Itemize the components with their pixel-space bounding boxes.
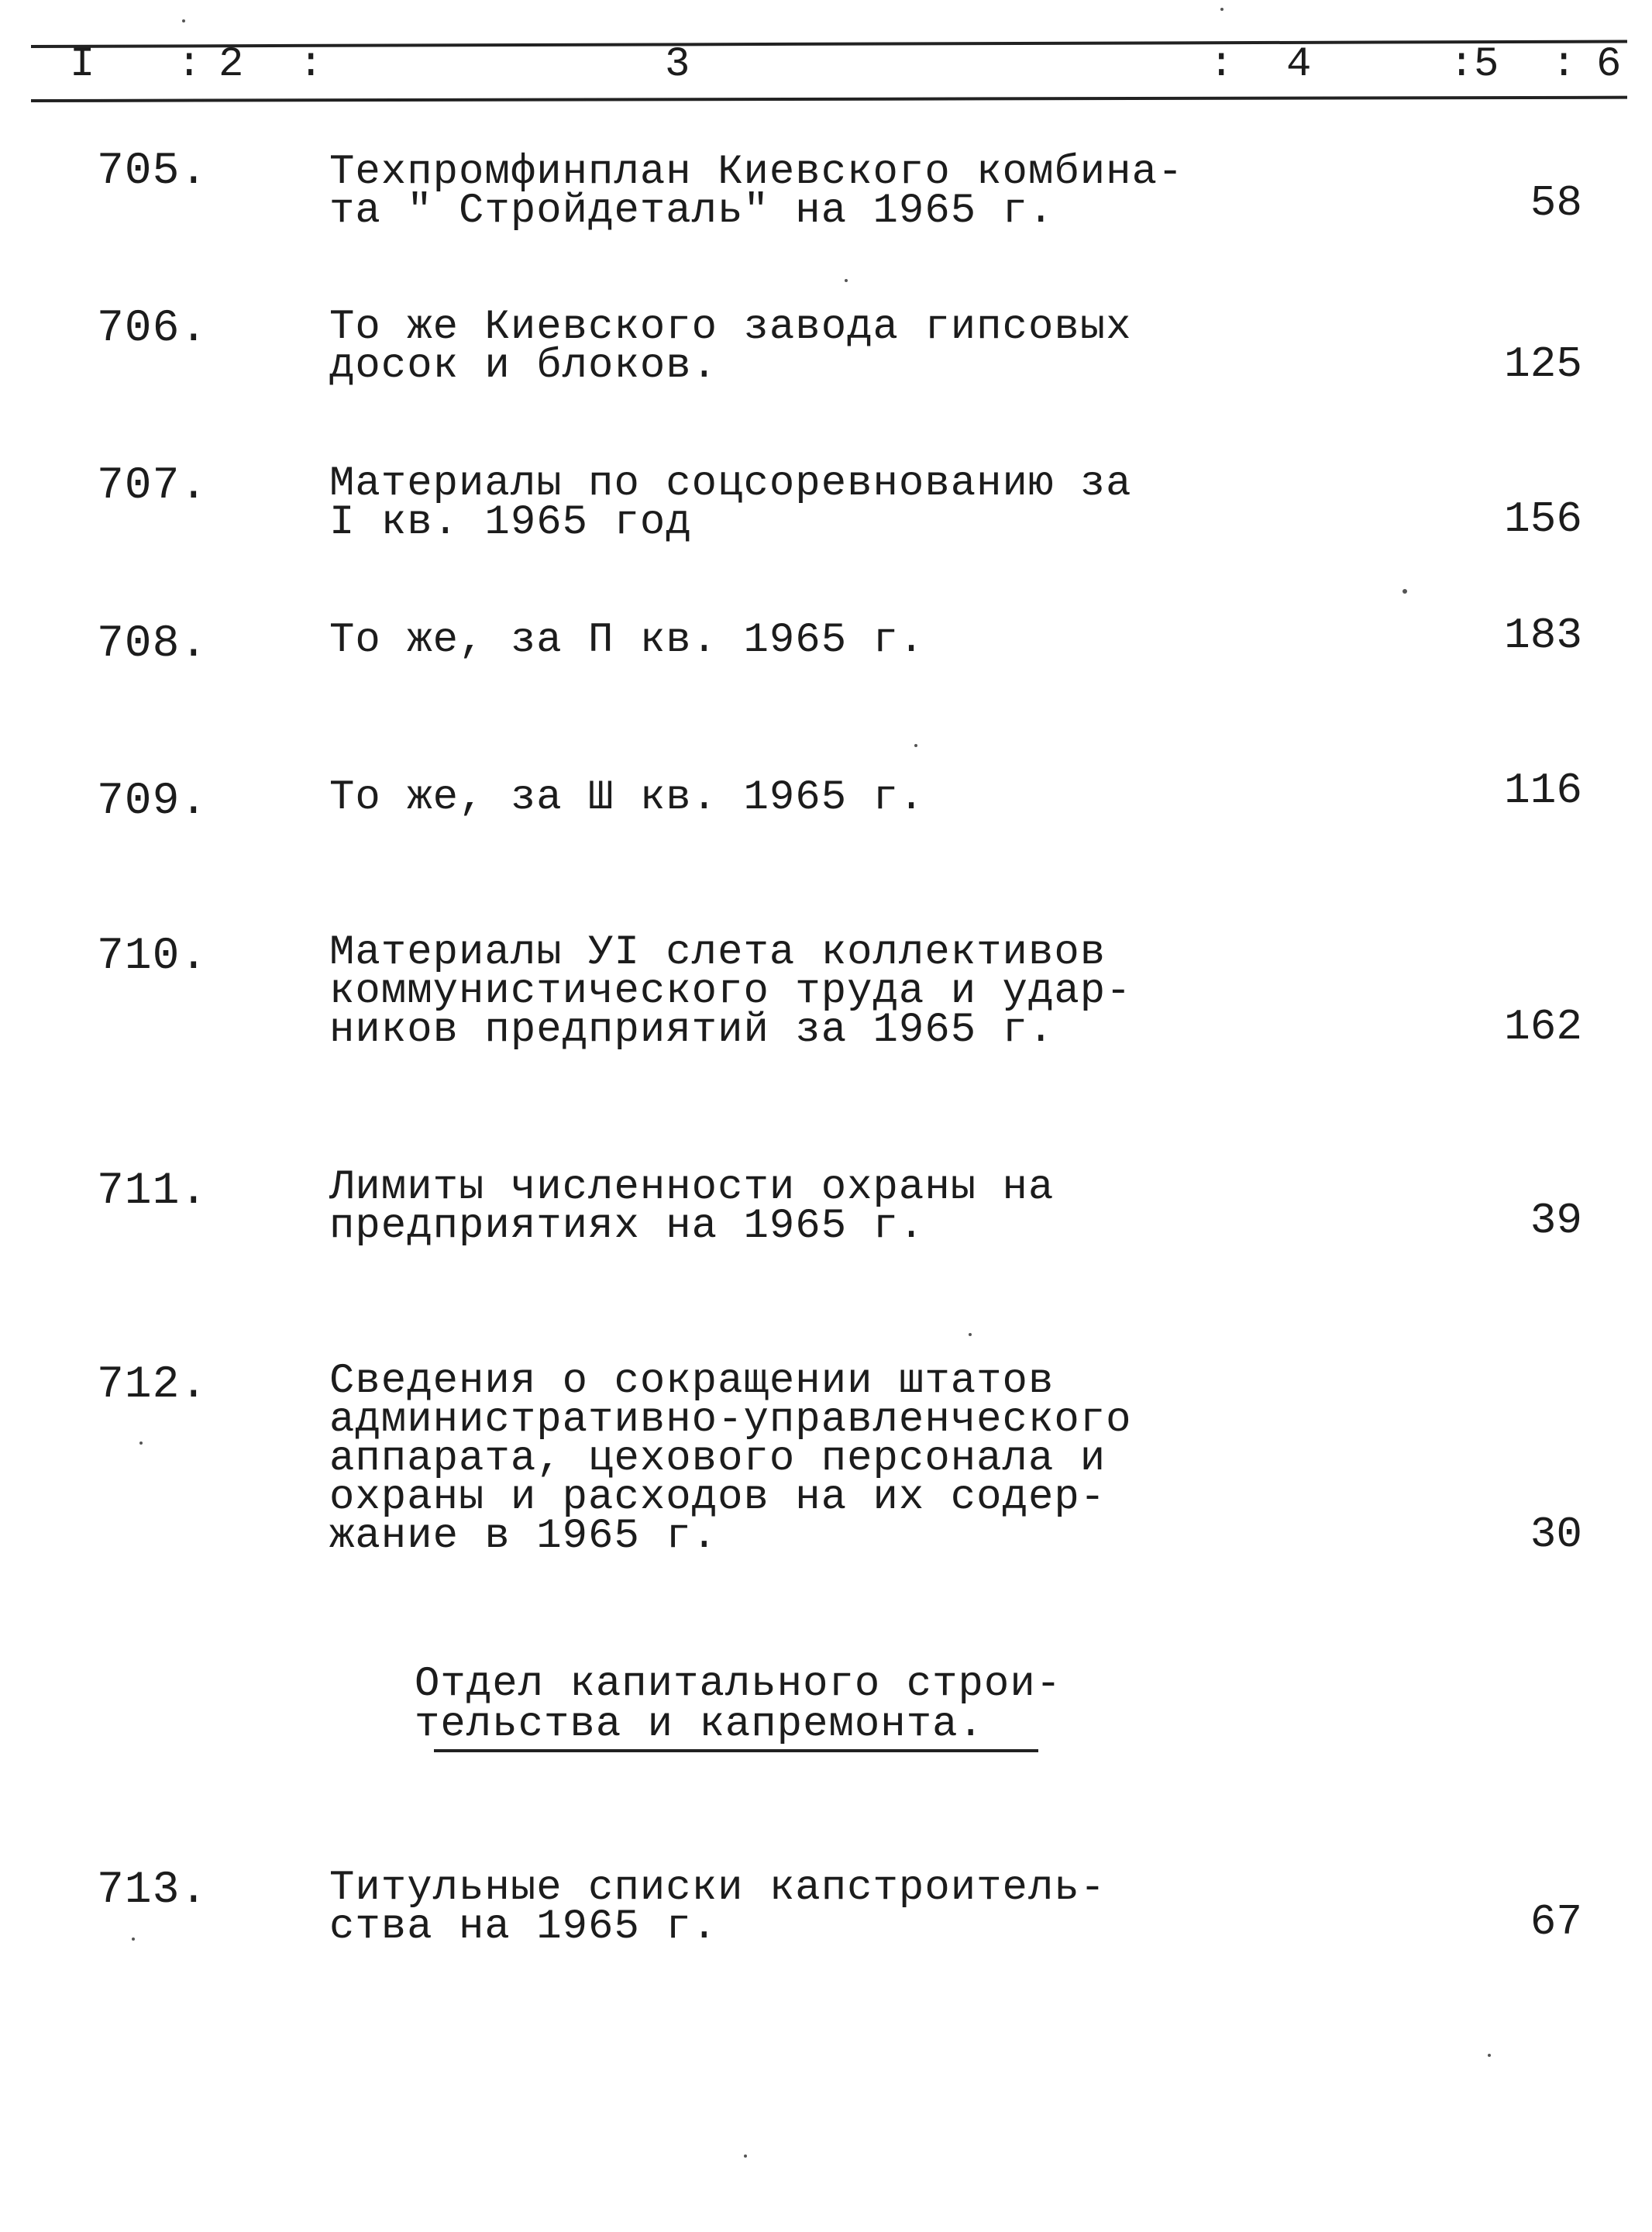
header-col-1: I	[70, 41, 95, 88]
scan-speck	[182, 19, 185, 22]
header-col-5: 5	[1474, 41, 1499, 88]
entry-description: Материалы УI слета коллективов коммунистического труда и удар- ников предприятий за 1965 г.	[329, 929, 1132, 1054]
entry-sheet-count: 58	[1530, 178, 1582, 228]
scan-speck	[1402, 589, 1407, 594]
header-separator: :	[1449, 41, 1475, 88]
header-top-rule	[31, 40, 1627, 48]
entry-sheet-count: 67	[1530, 1897, 1582, 1947]
header-col-6: 6	[1596, 41, 1622, 88]
entry-description: Лимиты численности охраны на предприятиях на 1965 г.	[329, 1164, 1055, 1250]
entry-sheet-count: 30	[1530, 1510, 1582, 1559]
entry-number: 712.	[97, 1360, 208, 1410]
scan-speck	[744, 2154, 747, 2158]
scan-speck	[139, 1442, 143, 1445]
entry-sheet-count: 116	[1504, 766, 1582, 815]
entry-number: 710.	[97, 932, 208, 982]
entry-number: 711.	[97, 1166, 208, 1217]
scan-speck	[845, 279, 848, 282]
entry-sheet-count: 39	[1530, 1196, 1582, 1245]
entry-description: Сведения о сокращении штатов административно-управленческого аппарата, цехового персонала и охраны и расходов на их содер- жание в 1965 г.	[329, 1358, 1132, 1560]
scan-speck	[969, 1333, 972, 1336]
entry-number: 708.	[97, 619, 208, 670]
entry-description: То же, за П кв. 1965 г.	[329, 617, 925, 664]
entry-sheet-count: 125	[1504, 339, 1582, 389]
header-col-3: 3	[665, 41, 690, 88]
entry-sheet-count: 162	[1504, 1002, 1582, 1052]
header-bottom-rule	[31, 96, 1627, 102]
header-separator: :	[1209, 41, 1234, 88]
entry-description: Титульные списки капстроитель- ства на 1965 г.	[329, 1865, 1106, 1951]
entry-description: Материалы по соцсоревнованию за I кв. 1965 год	[329, 460, 1132, 546]
scan-speck	[1220, 8, 1224, 11]
scan-speck	[132, 1938, 135, 1941]
section-heading-underline	[434, 1749, 1038, 1752]
header-separator: :	[298, 41, 324, 88]
entry-description: Техпромфинплан Киевского комбина- та " Стройдеталь" на 1965 г.	[329, 149, 1184, 235]
entry-description: То же Киевского завода гипсовых досок и блоков.	[329, 304, 1132, 390]
entry-number: 705.	[97, 146, 208, 197]
header-separator: :	[1551, 41, 1577, 88]
scan-speck	[1488, 2054, 1491, 2057]
entry-number: 707.	[97, 461, 208, 512]
entry-sheet-count: 183	[1504, 611, 1582, 660]
entry-description: То же, за Ш кв. 1965 г.	[329, 774, 925, 822]
section-heading: Отдел капитального строи- тельства и капремонта.	[415, 1661, 1062, 1748]
scan-speck	[914, 744, 917, 747]
entry-number: 709.	[97, 777, 208, 827]
entry-number: 706.	[97, 304, 208, 354]
header-col-2: 2	[219, 41, 244, 88]
header-col-4: 4	[1286, 41, 1312, 88]
entry-number: 713.	[97, 1865, 208, 1916]
header-separator: :	[177, 41, 202, 88]
entry-sheet-count: 156	[1504, 494, 1582, 544]
